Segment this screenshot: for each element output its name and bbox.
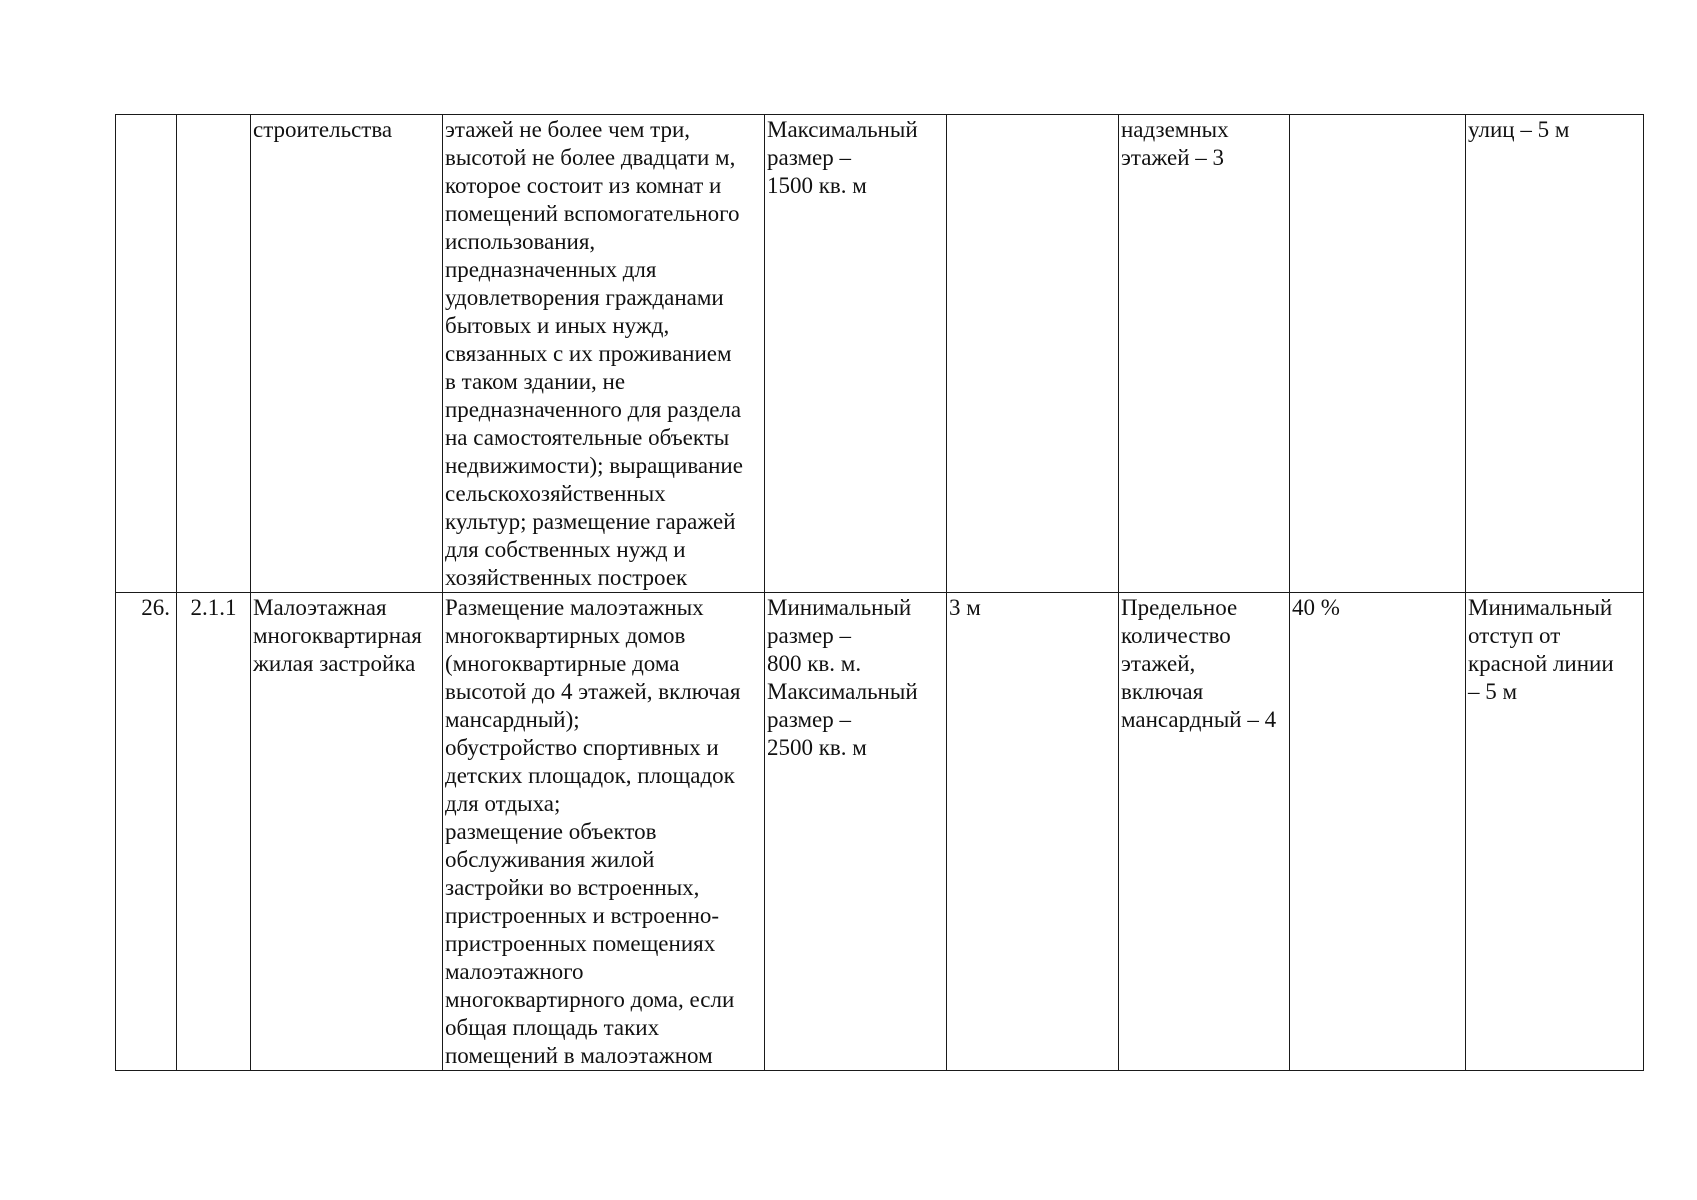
use-description-cell: этажей не более чем три, высотой не более двадцати м, которое состоит из комнат и помещений вспомогательного использования, предназначенных для удовлетворения гражданами бытовых и иных нужд, связанных с их проживанием в таком здании, не предназначенного для раздела на самостоятельные объекты недвижимости); выращивание сельскохозяйственных культур; размещение гаражей для собственных нужд и хозяйственных построек bbox=[443, 115, 765, 593]
setback-cell: 3 м bbox=[947, 593, 1119, 1071]
use-name-cell: Малоэтажная многоквартирная жилая застройка bbox=[251, 593, 443, 1071]
plot-size-cell: Минимальный размер – 800 кв. м. Максимальный размер – 2500 кв. м bbox=[765, 593, 947, 1071]
use-description-cell: Размещение малоэтажных многоквартирных домов (многоквартирные дома высотой до 4 этажей, включая мансардный); обустройство спортивных и детских площадок, площадок для отдыха; размещение объектов обслуживания жилой застройки во встроенных, пристроенных и встроенно- пристроенных помещениях малоэтажного многоквартирного дома, если общая площадь таких помещений в малоэтажном bbox=[443, 593, 765, 1071]
floors-cell: Предельное количество этажей, включая мансардный – 4 bbox=[1119, 593, 1290, 1071]
table-row bbox=[116, 593, 1644, 1071]
zoning-regulations-table bbox=[115, 114, 1644, 1071]
use-code-cell bbox=[177, 115, 251, 593]
red-line-setback-cell: улиц – 5 м bbox=[1466, 115, 1644, 593]
coverage-cell bbox=[1290, 115, 1466, 593]
red-line-setback-cell: Минимальный отступ от красной линии – 5 м bbox=[1466, 593, 1644, 1071]
coverage-cell: 40 % bbox=[1290, 593, 1466, 1071]
table-row bbox=[116, 115, 1644, 593]
use-name-cell: строительства bbox=[251, 115, 443, 593]
row-number-cell bbox=[116, 115, 177, 593]
plot-size-cell: Максимальный размер – 1500 кв. м bbox=[765, 115, 947, 593]
floors-cell: надземных этажей – 3 bbox=[1119, 115, 1290, 593]
use-code-cell: 2.1.1 bbox=[177, 593, 251, 1071]
setback-cell bbox=[947, 115, 1119, 593]
row-number-cell: 26. bbox=[116, 593, 177, 1071]
